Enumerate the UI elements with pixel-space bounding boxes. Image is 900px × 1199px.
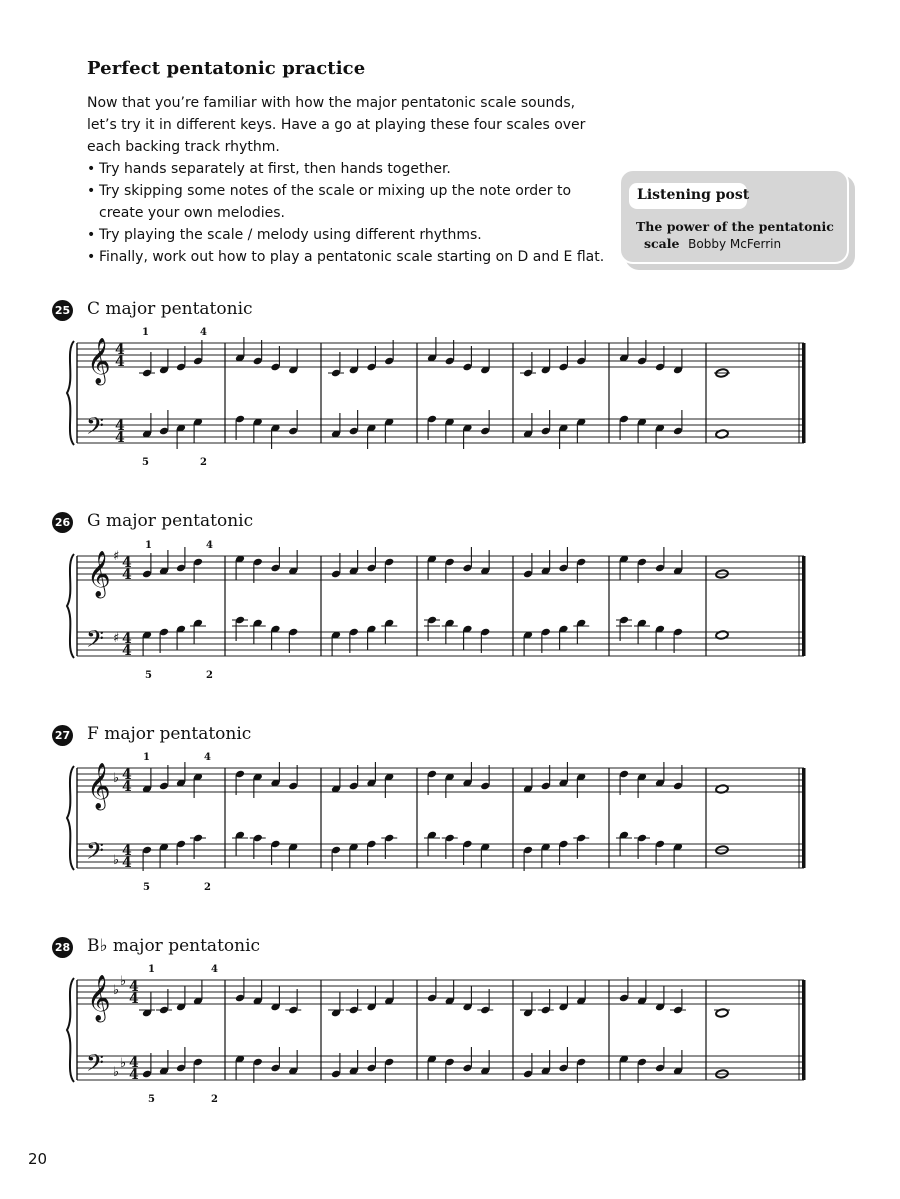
song-title-line: The power of the pentatonic [636, 219, 834, 234]
page-title: Perfect pentatonic practice [87, 58, 366, 79]
exercise-title: F major pentatonic [87, 724, 252, 744]
sharp-icon: ♯ [113, 631, 120, 646]
treble-clef-icon: 𝄞 [87, 975, 111, 1021]
fingering-number: 4 [204, 752, 211, 763]
fingering-number: 4 [211, 964, 218, 975]
fingering-number: 2 [211, 1094, 218, 1105]
fingering-number: 5 [148, 1094, 155, 1105]
final-barline-thick [802, 343, 806, 443]
time-signature-bottom: 4 [129, 991, 139, 1007]
time-signature-top: 4 [115, 418, 125, 434]
time-signature-top: 4 [122, 767, 132, 783]
exercise-title: C major pentatonic [87, 299, 253, 319]
song-title-line: scale Bobby McFerrin [644, 236, 782, 251]
time-signature-bottom: 4 [115, 430, 125, 446]
exercise-title: G major pentatonic [87, 511, 254, 531]
brace-icon [67, 978, 74, 1082]
bullet-icon: • [87, 183, 96, 199]
time-signature-bottom: 4 [122, 855, 132, 871]
time-signature-bottom: 4 [122, 643, 132, 659]
sharp-icon: ♯ [113, 549, 120, 564]
fingering-number: 4 [206, 540, 213, 551]
flat-icon: ♭ [113, 771, 120, 786]
fingering-number: 4 [200, 327, 207, 338]
flat-icon: ♭ [120, 974, 127, 989]
time-signature-bottom: 4 [122, 567, 132, 583]
fingering-number: 1 [143, 752, 150, 763]
flat-icon: ♭ [113, 1065, 120, 1080]
time-signature-top: 4 [129, 1055, 139, 1071]
bass-clef-icon: 𝄢 [86, 625, 105, 658]
time-signature-bottom: 4 [129, 1067, 139, 1083]
final-barline-thick [802, 768, 806, 868]
fingering-number: 5 [143, 882, 150, 893]
grand-staff [67, 327, 806, 468]
fingering-number: 5 [142, 457, 149, 468]
treble-clef-icon: 𝄞 [87, 551, 111, 597]
tip-text: Try skipping some notes of the scale or mixing up the note order to create your own melodies. [99, 183, 572, 221]
brace-icon [67, 766, 74, 870]
time-signature-top: 4 [122, 555, 132, 571]
flat-icon: ♭ [120, 1056, 127, 1071]
final-barline-thick [802, 556, 806, 656]
time-signature-top: 4 [122, 843, 132, 859]
time-signature-top: 4 [115, 342, 125, 358]
fingering-number: 2 [200, 457, 207, 468]
grand-staff [67, 540, 806, 681]
fingering-number: 1 [145, 540, 152, 551]
fingering-number: 1 [148, 964, 155, 975]
fingering-number: 2 [206, 670, 213, 681]
time-signature-top: 4 [129, 979, 139, 995]
fingering-number: 1 [142, 327, 149, 338]
tip-text: Try playing the scale / melody using different rhythms. [99, 227, 482, 243]
intro-paragraph: Now that you’re familiar with how the major pentatonic scale sounds, let’s try it in different keys. Have a go at playing these four scales over each backing track rhythm. [87, 95, 586, 155]
bullet-icon: • [87, 227, 96, 243]
bass-clef-icon: 𝄢 [86, 1049, 105, 1082]
brace-icon [67, 341, 74, 445]
exercise-number-badge: 25 [52, 300, 73, 321]
listening-post-title: Listening post [637, 187, 750, 203]
fingering-number: 2 [204, 882, 211, 893]
fingering-number: 5 [145, 670, 152, 681]
bass-clef-icon: 𝄢 [86, 837, 105, 870]
treble-clef-icon: 𝄞 [87, 763, 111, 809]
time-signature-bottom: 4 [115, 354, 125, 370]
exercise-number-badge: 26 [52, 512, 73, 533]
tip-text: Try hands separately at first, then hands together. [99, 161, 451, 177]
bullet-icon: • [87, 249, 96, 265]
grand-staff [67, 964, 806, 1105]
time-signature-bottom: 4 [122, 779, 132, 795]
final-barline-thick [802, 980, 806, 1080]
tip-text: Finally, work out how to play a pentatonic scale starting on D and E flat. [99, 249, 605, 265]
song-artist: Bobby McFerrin [688, 237, 782, 251]
exercise-number-badge: 28 [52, 937, 73, 958]
flat-icon: ♭ [113, 983, 120, 998]
bass-clef-icon: 𝄢 [86, 412, 105, 445]
grand-staff [67, 752, 806, 893]
flat-icon: ♭ [113, 853, 120, 868]
exercise-title: B♭ major pentatonic [87, 936, 261, 956]
treble-clef-icon: 𝄞 [87, 338, 111, 384]
page-number: 20 [28, 1150, 48, 1168]
bullet-icon: • [87, 161, 96, 177]
time-signature-top: 4 [122, 631, 132, 647]
exercise-number-badge: 27 [52, 725, 73, 746]
brace-icon [67, 554, 74, 658]
